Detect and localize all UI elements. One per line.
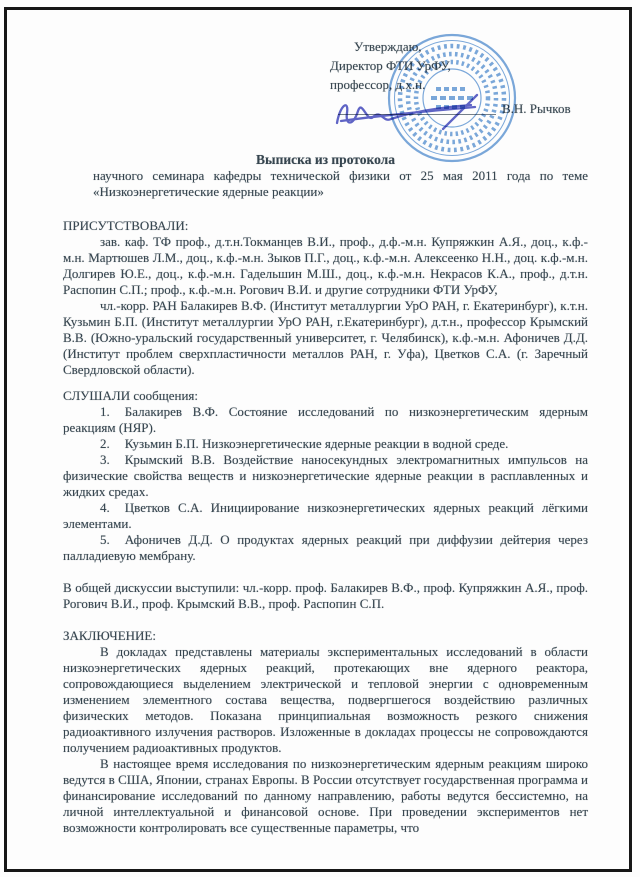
attendees-paragraph: чл.-корр. РАН Балакирев В.Ф. (Институт металлургии УрО РАН, г. Екатеринбург), к.т.н. Кузьмин Б.П. (Институт металлургии УрО РАН, г.Екатеринбург), д.т.н., профессор Крымский В.В. (Южно-уральский государственный университет, г. Челябинск), к.ф.-м.н. Афоничев Д.Д. (Институт проблем сверхпластичности металлов РАН, г. Уфа), Цветков С.А. (г. Заречный Свердловской области). bbox=[63, 298, 588, 377]
agenda-item-text: Крымский В.В. Воздействие наносекундных электромагнитных импульсов на физические свойства веществ и низкоэнергетические ядерные реакции в расплавленных и жидких средах. bbox=[63, 452, 588, 499]
agenda-item-text: Балакирев В.Ф. Состояние исследований по низкоэнергетическим ядерным реакциям (НЯР). bbox=[63, 404, 588, 435]
agenda-item-number: 2. bbox=[100, 436, 110, 451]
agenda-item-number: 5. bbox=[100, 532, 110, 547]
conclusion-paragraph: В настоящее время исследования по низкоэнергетическим ядерным реакциям широко ведутся в США, Японии, странах Европы. В России отсутствует государственная программа и финансирование исследований по данному направлению, работы ведутся бессистемно, на личной интеллектуальной и финансовой основе. При проведении экспериментов нет возможности контролировать все существенные параметры, что bbox=[63, 756, 588, 835]
agenda-item-text: Афоничев Д.Д. О продуктах ядерных реакций при диффузии дейтерия через палладиевую мембрану. bbox=[63, 532, 588, 563]
discussion-paragraph: В общей дискуссии выступили: чл.-корр. проф. Балакирев В.Ф., проф. Купряжкин А.Я., проф. Рогович В.И., проф. Крымский В.В., проф. Распопин С.П. bbox=[63, 580, 588, 611]
round-stamp-icon bbox=[384, 30, 520, 166]
agenda-item bbox=[63, 436, 588, 452]
document-subtitle: научного семинара кафедры технической физики от 25 мая 2011 года по теме «Низкоэнергетические ядерные реакции» bbox=[93, 168, 588, 199]
agenda-item-number: 4. bbox=[100, 500, 110, 515]
agenda-item-number: 1. bbox=[100, 404, 110, 419]
document-body bbox=[63, 152, 588, 836]
conclusion-heading: ЗАКЛЮЧЕНИЕ: bbox=[63, 628, 156, 643]
document-title: Выписка из протокола bbox=[256, 152, 395, 167]
approval-line: Утверждаю, bbox=[354, 39, 422, 54]
agenda-item bbox=[63, 500, 588, 532]
conclusion-paragraph: В докладах представлены материалы экспериментальных исследований в области низкоэнергетических ядерных реакций, протекающих вне ядерного реактора, сопровождающиеся выделением электрической и тепловой энергии с одновременным изменением элементного состава вещества, подвергшегося воздействию различных физических методов. Показана принципиальная возможность резкого снижения радиоактивного излучения растворов. Изложенные в докладах процессы не сопровождаются получением радиоактивных продуктов. bbox=[63, 644, 588, 755]
signer-name: В.Н. Рычков bbox=[502, 101, 571, 116]
attendees-heading: ПРИСУТСТВОВАЛИ: bbox=[63, 218, 189, 233]
approval-line: профессор, д.х.н. bbox=[330, 77, 426, 92]
approval-line: Директор ФТИ УрФУ, bbox=[330, 58, 451, 73]
agenda-item bbox=[63, 452, 588, 500]
agenda-heading: СЛУШАЛИ сообщения: bbox=[63, 388, 198, 403]
agenda-item bbox=[63, 532, 588, 564]
agenda-item bbox=[63, 404, 588, 436]
agenda-item-text: Цветков С.А. Инициирование низкоэнергетических ядерных реакций лёгкими элементами. bbox=[63, 500, 588, 531]
agenda-item-text: Кузьмин Б.П. Низкоэнергетические ядерные реакции в водной среде. bbox=[124, 436, 509, 451]
attendees-paragraph: зав. каф. ТФ проф., д.т.н.Токманцев В.И., проф., д.ф.-м.н. Купряжкин А.Я., доц., к.ф.-м.н. Мартюшев Л.М., доц., к.ф.-м.н. Зыков П.Г., доц., к.ф.-м.н. Алексеенко Н.Н., доц. к.ф.-м.н. Долгирев Ю.Е., доц., к.ф.-м.н. Гадельшин М.Ш., доц., к.ф.-м.н. Некрасов К.А., проф., д.т.н. Распопин С.П.; проф., к.ф.-м.н. Рогович В.И. и другие сотрудники ФТИ УрФУ, bbox=[63, 234, 588, 297]
agenda-item-number: 3. bbox=[100, 452, 110, 467]
